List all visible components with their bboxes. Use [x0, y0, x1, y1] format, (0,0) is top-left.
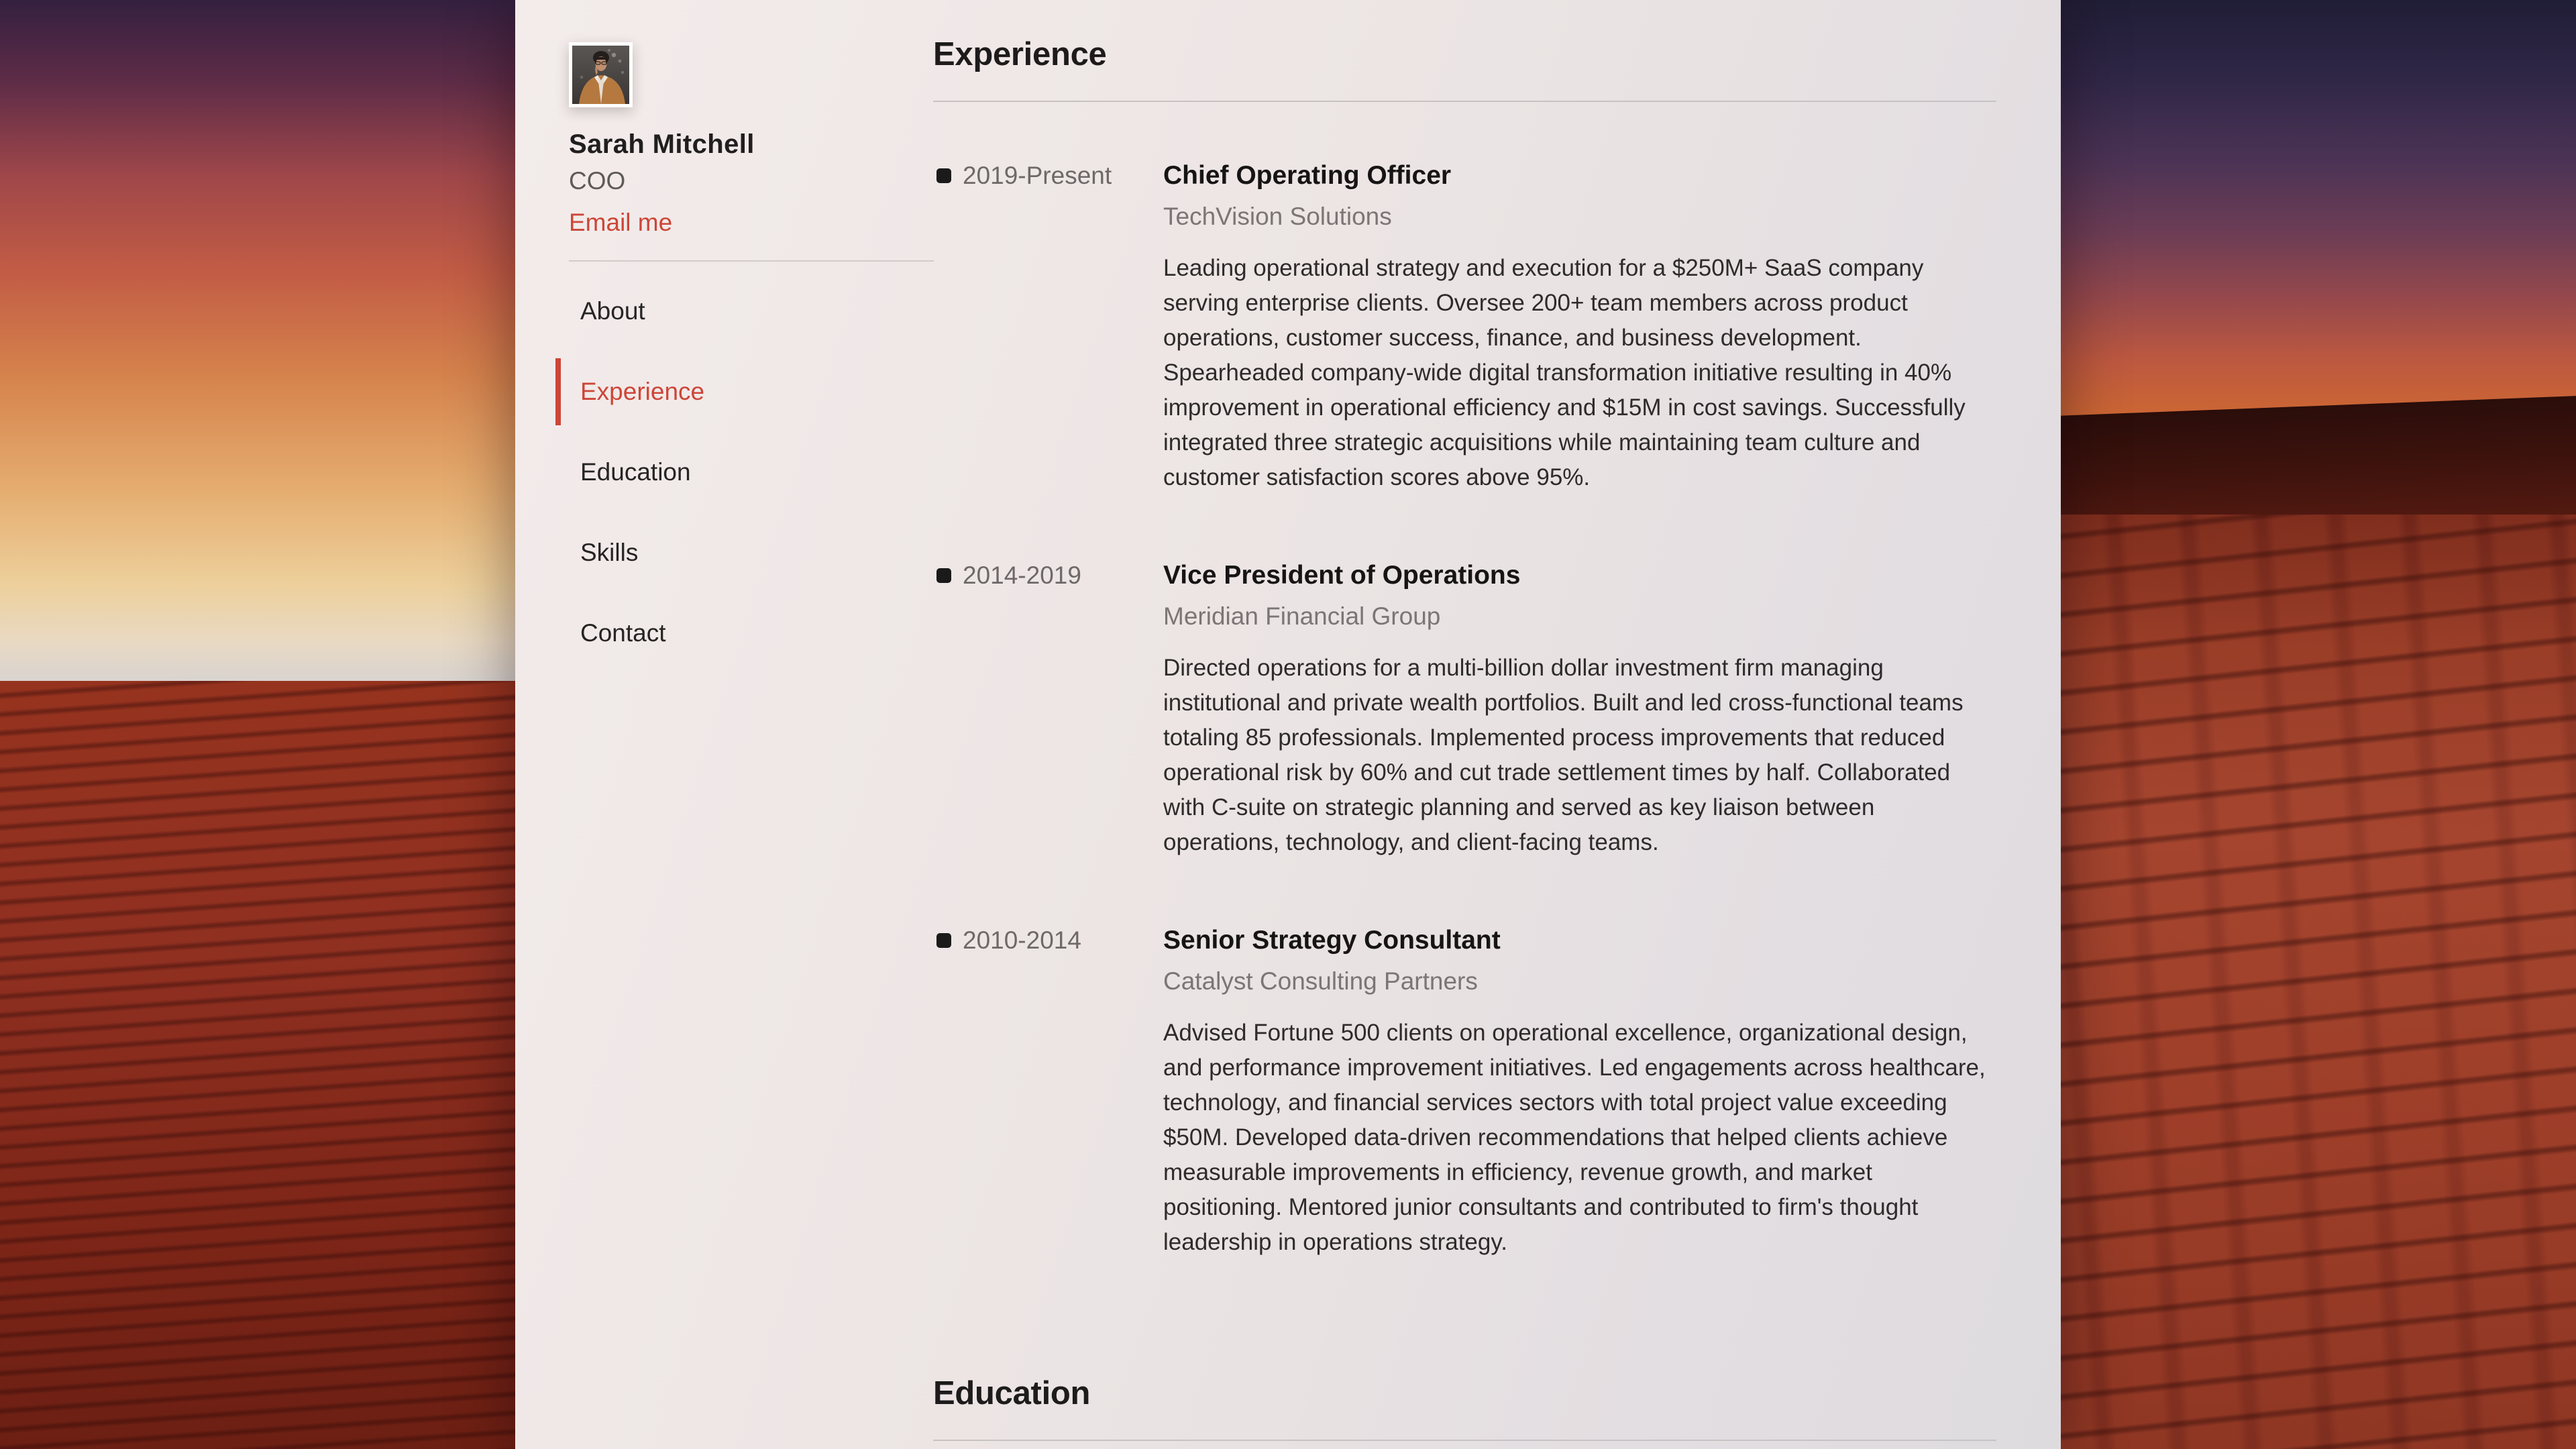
active-indicator	[555, 358, 561, 425]
entry-company: Meridian Financial Group	[1163, 602, 1441, 630]
entry-period-cell	[933, 559, 1163, 592]
sidebar-item-education[interactable]	[569, 432, 933, 513]
experience-entry	[933, 559, 1996, 860]
timeline-marker-icon	[936, 168, 951, 183]
education-section	[933, 1374, 1996, 1441]
sidebar-item-about[interactable]	[569, 271, 933, 352]
profile-photo	[569, 42, 633, 107]
entry-title: Vice President of Operations	[1163, 561, 1521, 590]
timeline-marker-icon	[936, 568, 951, 583]
entry-company: TechVision Solutions	[1163, 203, 1392, 230]
sidebar	[515, 0, 933, 1449]
section-heading-experience: Experience	[933, 36, 1107, 72]
entry-details	[1163, 160, 1996, 495]
sidebar-item-label: Skills	[580, 539, 639, 566]
section-divider	[933, 1440, 1996, 1441]
entry-period: 2019-Present	[963, 162, 1112, 189]
entry-company: Catalyst Consulting Partners	[1163, 967, 1478, 995]
sidebar-divider	[569, 260, 934, 262]
sidebar-item-label: Contact	[580, 619, 666, 647]
sidebar-nav	[569, 271, 933, 674]
timeline-marker-icon	[936, 933, 951, 948]
sunset-sky-left	[0, 0, 515, 681]
entry-description: Leading operational strategy and execution for a $250M+ SaaS company serving enterprise clients. Oversee 200+ team members across product operations, customer success, finance, and business development. Spearheaded company-wide digital transformation initiative resulting in 40% improvement in operational efficiency and $15M in cost savings. Successfully integrated three strategic acquisitions while maintaining team culture and customer satisfaction scores above 95%.	[1163, 255, 1966, 490]
entry-details	[1163, 924, 1996, 1260]
sidebar-item-skills[interactable]	[569, 513, 933, 593]
sidebar-item-experience[interactable]	[569, 352, 933, 432]
rippled-dunes-right	[2061, 515, 2576, 1449]
resume-panel	[515, 0, 2061, 1449]
desert-background-left	[0, 0, 515, 1449]
experience-section	[933, 35, 1996, 1260]
email-link[interactable]: Email me	[569, 209, 673, 236]
entry-period: 2010-2014	[963, 926, 1081, 954]
profile-name: Sarah Mitchell	[569, 129, 755, 159]
experience-entry	[933, 924, 1996, 1260]
entry-period-cell	[933, 160, 1163, 192]
rippled-dunes-left	[0, 681, 515, 1449]
section-divider	[933, 101, 1996, 102]
main-content	[933, 0, 2061, 1449]
entry-details	[1163, 559, 1996, 860]
entry-description: Directed operations for a multi-billion dollar investment firm managing institutional and private wealth portfolios. Built and led cross-functional teams totaling 85 professionals. Implemented process improvements that reduced operational risk by 60% and cut trade settlement times by half. Collaborated with C-suite on strategic planning and served as key liaison between operations, technology, and client-facing teams.	[1163, 655, 1964, 855]
entry-title: Senior Strategy Consultant	[1163, 926, 1501, 955]
profile-role: COO	[569, 167, 626, 195]
experience-entry	[933, 160, 1996, 495]
entry-period-cell	[933, 924, 1163, 957]
desert-background-right	[2061, 0, 2576, 1449]
entry-period: 2014-2019	[963, 561, 1081, 589]
sunset-sky-right	[2061, 0, 2576, 449]
sidebar-item-label: Experience	[580, 378, 705, 405]
sidebar-item-label: About	[580, 297, 645, 325]
sidebar-item-label: Education	[580, 458, 691, 486]
sidebar-item-contact[interactable]	[569, 593, 933, 674]
entry-description: Advised Fortune 500 clients on operational excellence, organizational design, and performance improvement initiatives. Led engagements across healthcare, technology, and financial services sectors with total project value exceeding $50M. Developed data-driven recommendations that helped clients achieve measurable improvements in efficiency, revenue growth, and market positioning. Mentored junior consultants and contributed to firm's thought leadership in operations strategy.	[1163, 1020, 1986, 1255]
entry-title: Chief Operating Officer	[1163, 161, 1452, 190]
section-heading-education: Education	[933, 1375, 1091, 1411]
profile-photo-image	[572, 46, 629, 104]
